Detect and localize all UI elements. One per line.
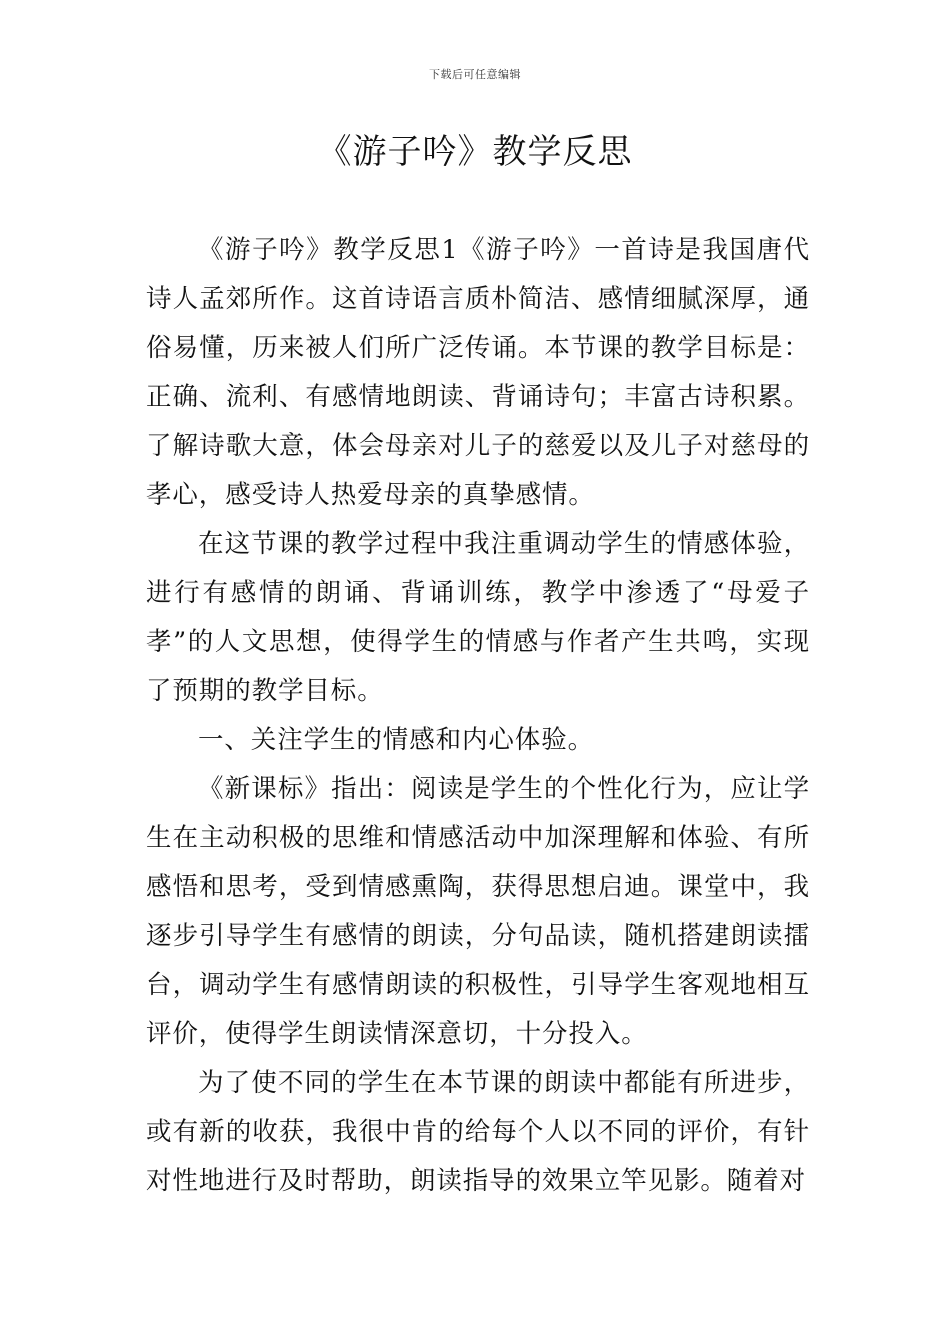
document-title: 《游子吟》教学反思: [317, 132, 633, 172]
header-note: 下载后可任意编辑: [429, 68, 521, 81]
paragraph: 在这节课的教学过程中我注重调动学生的情感体验，进行有感情的朗诵、背诵训练，教学中渗透了“母爱子孝”的人文思想，使得学生的情感与作者产生共鸣，实现了预期的教学目标。: [146, 529, 810, 706]
document-body: [146, 226, 810, 1206]
paragraph: 《游子吟》教学反思1《游子吟》一首诗是我国唐代诗人孟郊所作。这首诗语言质朴简洁、感情细腻深厚，通俗易懂，历来被人们所广泛传诵。本节课的教学目标是：正确、流利、有感情地朗读、背诵诗句；丰富古诗积累。了解诗歌大意，体会母亲对儿子的慈爱以及儿子对慈母的孝心，感受诗人热爱母亲的真挚感情。: [146, 235, 810, 510]
paragraph: 为了使不同的学生在本节课的朗读中都能有所进步，或有新的收获，我很中肯的给每个人以不同的评价，有针对性地进行及时帮助，朗读指导的效果立竿见影。随着对: [146, 1068, 810, 1196]
paragraph: 《新课标》指出：阅读是学生的个性化行为，应让学生在主动积极的思维和情感活动中加深理解和体验、有所感悟和思考，受到情感熏陶，获得思想启迪。课堂中，我逐步引导学生有感情的朗读，分句品读，随机搭建朗读擂台，调动学生有感情朗读的积极性，引导学生客观地相互评价，使得学生朗读情深意切，十分投入。: [146, 774, 810, 1049]
section-heading: 一、关注学生的情感和内心体验。: [198, 725, 595, 755]
